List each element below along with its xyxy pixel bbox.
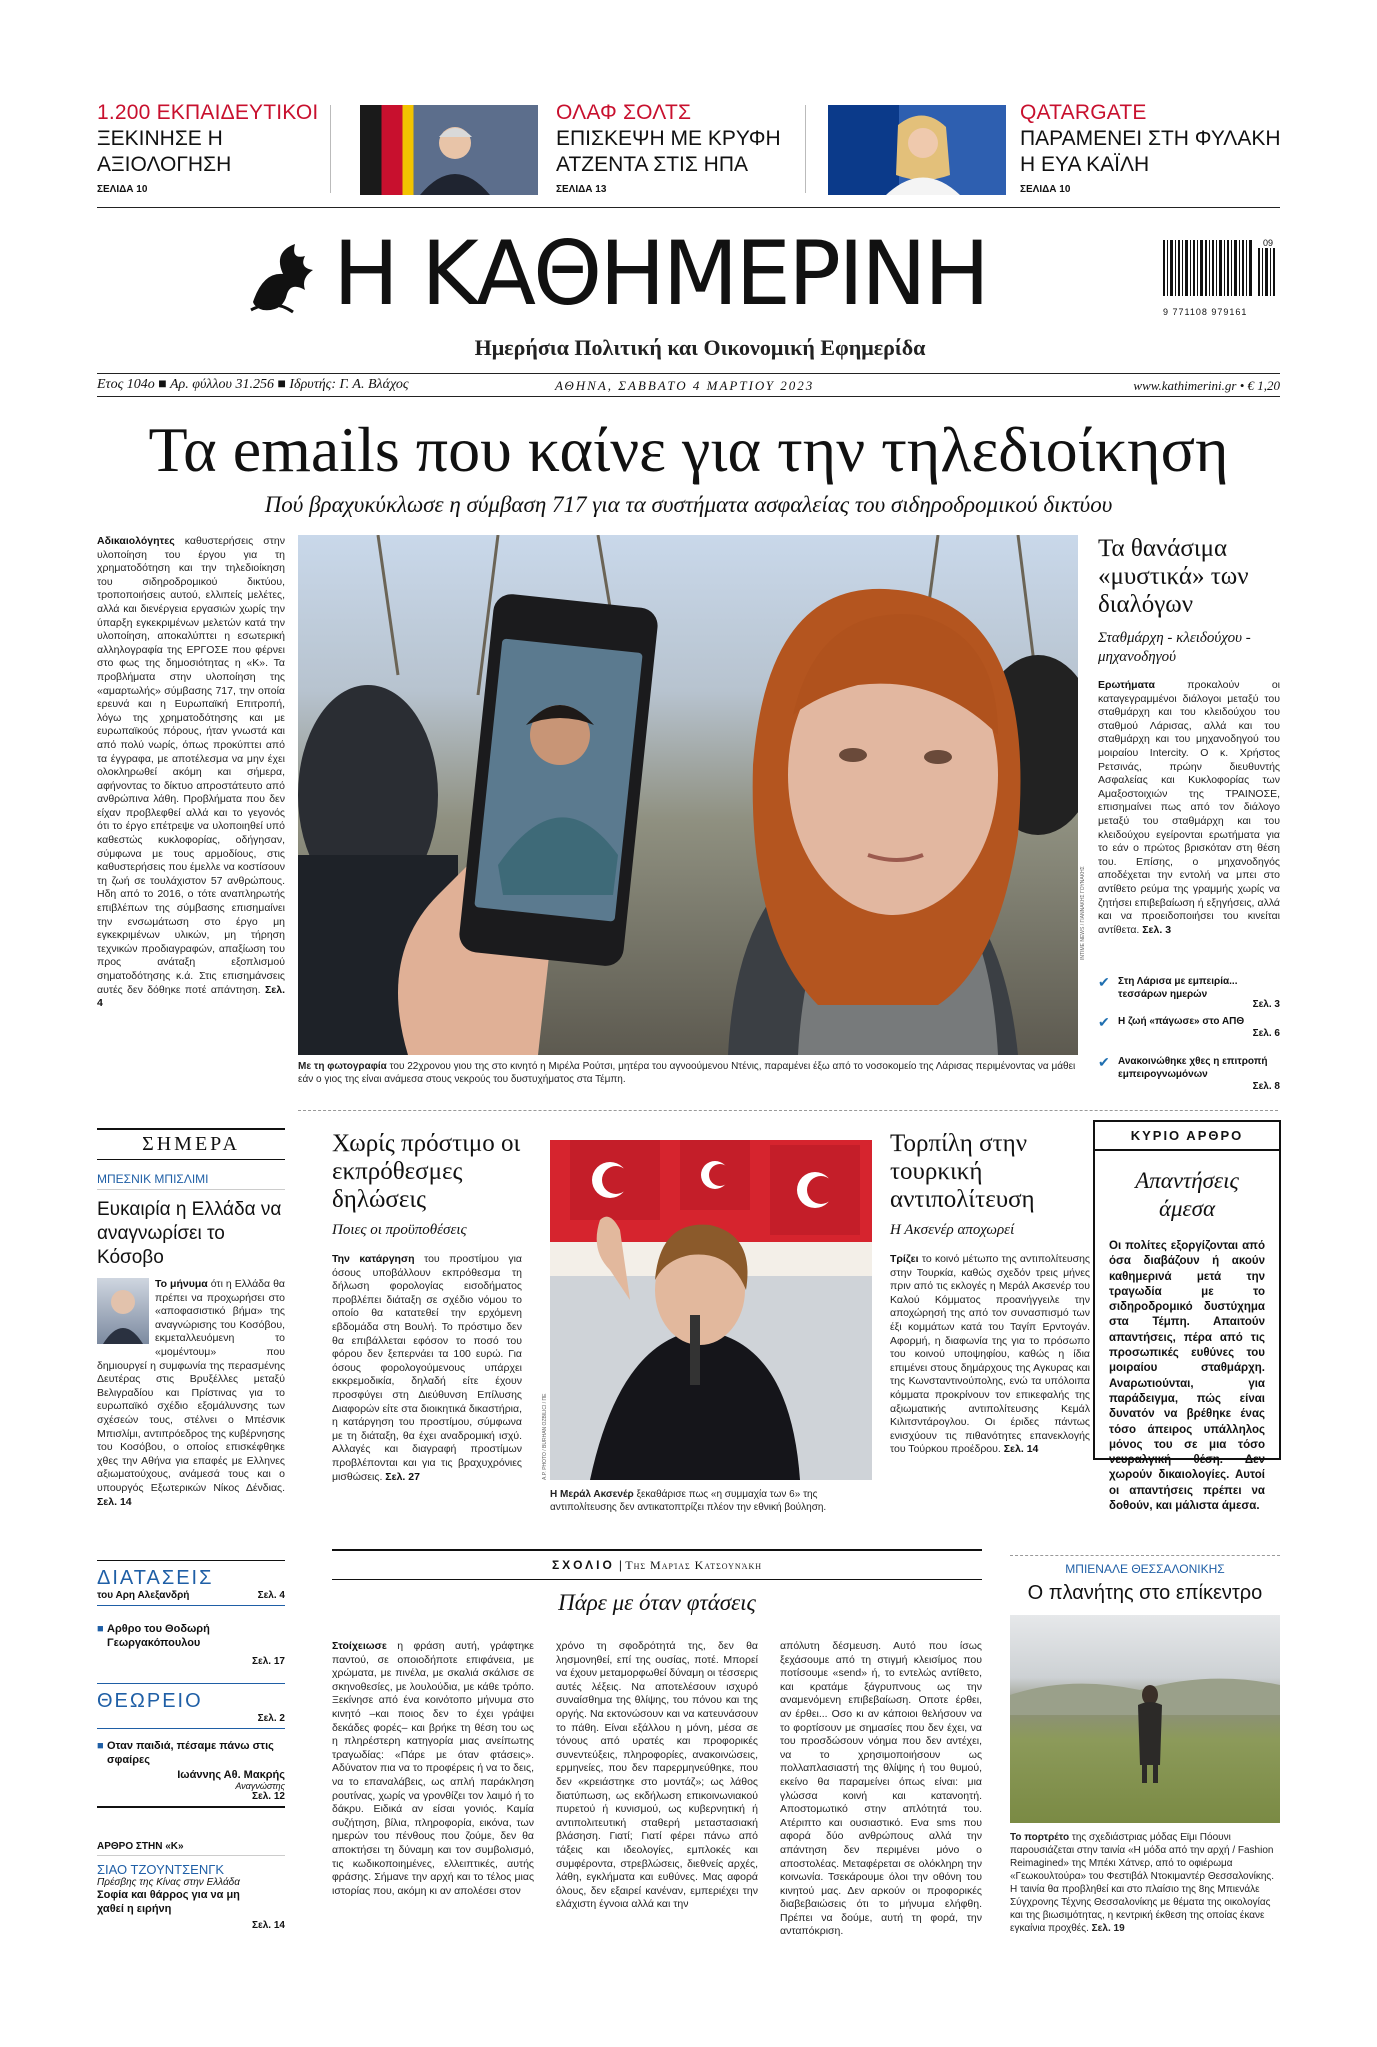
reader-letter-link[interactable]: Οταν παιδιά, πέσαμε πάνω στις σφαίρες	[107, 1740, 274, 1766]
right-story[interactable]	[1098, 535, 1280, 937]
barcode-number: 9 771108 979161	[1163, 307, 1248, 317]
aksener-caption-bold: Η Μεράλ Ακσενέρ	[550, 1489, 634, 1500]
k-title[interactable]: Σοφία και θάρρος για να μη χαθεί η ειρήνη	[97, 1889, 240, 1915]
related-link-text: Η ζωή «πάγωσε» στο ΑΠΘ	[1118, 1016, 1245, 1027]
k-article[interactable]	[97, 1841, 285, 1931]
teaser-2[interactable]	[556, 100, 796, 196]
teaser-page: ΣΕΛΙΔΑ 10	[97, 184, 148, 195]
related-link-page: Σελ. 8	[1252, 1081, 1280, 1092]
comment-col2-text: χρόνο τη σφοδρότητά της, δεν θα λησμονηθεί, επί της ουσίας, ποτέ. Μπορεί να έχουν μεταμορφωθεί δύναμη οι τέσσερις αυτές λέξεις. Να αποτελέσουν ισχυρό συναίσθημα της θλίψης, του πόνου και της οργής. Να εκτονώσουν και να κατευνάσουν το πάθη. Είναι εξάλλου η μόνη, μέσα σε τόνους από υρατές και προφορικές συνεντεύξεις, πληροφορίες, ανακοινώσεις, ερμηνείες, που δεν παρερμηνεύθηκε, που δεν «κρειάστηκε στο μοντάζ»; ως λάθος διατύπωση, ως εκδήλωση επικοινωνιακού πυρετού ή κυνισμού, ως κυβερνητική ή αντιπολιτευτική σταθερή μεταστασιακή βλάσηση. Γιατί; Γιατί φέρει πάνω από τάξεις και ιδεολογίες, εμπλοκές και συμφέροντα, στρεβλώσεις, διεθνείς αρχές, λάθη, εγκλήματα και ευθύνες. Μας αφορά όλους, δεν εξαιρεί κανέναν, εμπεριέχει την ελάχιστη έγνοια αλλά και την	[556, 1640, 758, 1911]
theoreio-title: ΘΕΩΡΕΙΟ	[97, 1690, 203, 1712]
tax-page[interactable]: Σελ. 27	[385, 1470, 420, 1483]
today-article	[97, 1278, 285, 1509]
lead-article	[97, 535, 285, 1011]
today-title: ΣΗΜΕΡΑ	[97, 1128, 285, 1160]
theoreio-page: Σελ. 2	[97, 1713, 285, 1729]
right-story-lead-word: Ερωτήματα	[1098, 679, 1155, 691]
tax-body: του προστίμου για όσους υποβάλλουν εκπρόθεσμα τη δήλωση φορολογίας εισοδήματος προβλέπει διάταξη σε σχέδιο νόμου το οποίο θα κατατεθεί την ερχόμενη εβδομάδα στη Βουλή. Το πρόστιμο δεν θα επιβάλλεται εφόσον το ποσό του φόρου δεν ξεπερνάει τα 100 ευρώ. Για όσους φορολογούμενους υπάρχει εκκρεμοδικία, δηλαδή είτε έχουν προσφύγει στη Διεύθυνση Επίλυσης Διαφορών είτε στα διοικητικά δικαστήρια, η κατάργηση του προστίμου, σύμφωνα με τη διάταξη, θα έχει αναδρομική ισχύ. Αλλαγές και διαγραφή προστίμων προβλέπονται και για τις βραχυχρόνιες μισθώσεις.	[332, 1253, 522, 1483]
editorial-label: ΚΥΡΙΟ ΑΡΘΡΟ	[1095, 1122, 1279, 1151]
right-story-body: προκαλούν οι καταγεγραμμένοι διάλογοι μεταξύ του σταθμάρχη και του κλειδούχου του σταθμού Λάρισας, αλλά και του σταθμάρχη και του μηχανοδηγού του μοιραίου Intercity. Ο κ. Χρήστος Ρετσινάς, πρώην διευθυντής Ασφαλείας και Κυκλοφορίας των Αμαξοστοιχιών της ΤΡΑΙΝΟΣΕ, επισημαίνει πως από τον διάλογο μεταξύ του σταθμάρχη και του κλειδούχου εγείρονται ερωτήματα για το εάν ο πρώτος βρισκόταν στη θέση του. Επίσης, ο μηχανοδηγός αποδέχεται την εντολή να μπει στο αντίθετο ρεύμα της γραμμής χωρίς να ζητήσει επιβεβαίωση ή εξηγήσεις, αλλά και να προειδοποιήσει του κινείται αντίθετα.	[1098, 679, 1280, 936]
biennale-page[interactable]: Σελ. 19	[1091, 1923, 1125, 1934]
masthead-subtitle: Ημερήσια Πολιτική και Οικονομική Εφημερίδα	[474, 335, 926, 360]
turkey-lead-word: Τρίζει	[890, 1253, 919, 1265]
dotted-separator	[298, 1110, 1278, 1111]
scholz-portrait-icon	[360, 105, 538, 195]
article-link-page: Σελ. 17	[252, 1656, 285, 1667]
related-link-page: Σελ. 6	[1252, 1028, 1280, 1039]
teaser-3[interactable]	[1020, 100, 1290, 196]
lead-subhead: Πού βραχυκύκλωσε η σύμβαση 717 για τα συστήματα ασφαλείας του σιδηροδρομικού δικτύου	[264, 492, 1113, 517]
related-link-page: Σελ. 3	[1252, 999, 1280, 1010]
aksener-caption	[550, 1488, 872, 1514]
k-page: Σελ. 14	[252, 1920, 285, 1931]
aksener-photo-credit: A.P. PHOTO / BURHAN OZBILICI / ΠΕ	[542, 1393, 548, 1480]
diataseis-page: Σελ. 4	[257, 1590, 285, 1601]
aksener-speaking-icon	[550, 1140, 872, 1480]
barcode	[1163, 238, 1283, 317]
teaser-headline: ΕΠΙΣΚΕΨΗ ΜΕ ΚΡΥΦΗ ΑΤΖΕΝΤΑ ΣΤΙΣ ΗΠΑ	[556, 127, 781, 176]
turkey-story[interactable]	[890, 1130, 1090, 1457]
lead-headline[interactable]: Τα emails που καίνε για την τηλεδιοίκηση	[148, 414, 1229, 485]
related-link-text: Στη Λάρισα με εμπειρία... τεσσάρων ημερών	[1118, 976, 1238, 1000]
right-story-subhead: Σταθμάρχη - κλειδούχου - μηχανοδηγού	[1098, 630, 1251, 665]
teaser-kicker: ΟΛΑΦ ΣΟΛΤΣ	[556, 101, 692, 124]
related-link-text: Ανακοινώθηκε χθες η επιτροπή εμπειρογνωμόνων	[1118, 1056, 1268, 1080]
lead-lead-word: Αδικαιολόγητες	[97, 535, 175, 547]
turkey-article	[890, 1253, 1090, 1457]
scholz-photo[interactable]	[360, 105, 538, 195]
today-column	[97, 1128, 285, 1509]
lead-photo[interactable]	[298, 535, 1078, 1055]
article-link[interactable]: Αρθρο του Θοδωρή Γεωργακόπουλου	[107, 1623, 210, 1649]
editorial-box[interactable]	[1093, 1120, 1281, 1513]
comment-col-1	[332, 1640, 534, 1898]
related-link[interactable]	[1098, 1015, 1280, 1055]
tax-headline[interactable]: Χωρίς πρόστιμο οι εκπρόθεσμες δηλώσεις	[332, 1130, 521, 1213]
k-role: Πρέσβης της Κίνας στην Ελλάδα	[97, 1877, 240, 1888]
aksener-caption-text: ξεκαθάρισε πως «η συμμαχία των 6» της αντιπολίτευσης δεν αντικατοπτρίζει πλέον την εθνική βούληση.	[550, 1489, 827, 1513]
kaili-portrait-icon	[828, 105, 1006, 195]
comment-col3-text: απόλυτη δέσμευση. Αυτό που ίσως ξεχάσουμε από τη στιγμή κλεισίμος που ποτίσουμε «send» ή, το εντελώς αντίθετο, και κρατάμε ξάγρυπνους ως την αναμενόμενη επιβεβαίωση. Οποτε έρθει, αν έρθει... Οσο κι αν κάποιοι θελήσουν να το φορτίσουν με σημασίες που δεν έχει, να του προσδώσουν νόημα που δεν αντέχει, να το χρησιμοποιήσουν ως πολλαπλασιαστή της θλίψης ή του θυμού, εκείνο θα παραμείνει όπως είναι: μια γλώσσα κοινή και κατανοητή. Αποστομωτικό στην απλότητά του. Ατέριπτο και ουσιαστικό. Ενα sms που αφορά δύο ανθρώπους αλλά την απάντηση δεν περιμένει μόνο ο αποστολέας. Μεταφέρεται σε ολόκληρη την κοινωνία. Τσεκάρουμε όλοι την οθόνη του κινητού μας. Δεν αρκούν οι προφορικές διαβεβαιώσεις ότι το μήνυμα ελήφθη. Πρέπει να δούμε, αυτή τη φορά, την ανταπόκριση.	[780, 1640, 982, 1938]
bullet-icon: ■	[97, 1740, 104, 1752]
related-links	[1098, 975, 1280, 1099]
issue-price[interactable]: www.kathimerini.gr • € 1,20	[1133, 378, 1280, 393]
turkey-headline[interactable]: Τορπίλη στην τουρκική αντιπολίτευση	[890, 1130, 1035, 1213]
kaili-photo[interactable]	[828, 105, 1006, 195]
comment-col-2	[556, 1640, 758, 1912]
today-lead-word: Το μήνυμα	[155, 1278, 208, 1290]
woman-in-field-icon	[1010, 1615, 1280, 1823]
comment-col-3	[780, 1640, 982, 1939]
teaser-kicker: QATARGATE	[1020, 101, 1147, 124]
tax-lead-word: Την κατάργηση	[332, 1253, 415, 1265]
teaser-page: ΣΕΛΙΔΑ 10	[1020, 184, 1071, 195]
masthead-title[interactable]: Η ΚΑΘΗΜΕΡΙΝΗ	[333, 222, 988, 325]
lead-body: καθυστερήσεις στην υλοποίηση του έργου για τη χρηματοδότηση και την τηλεδιοίκηση του σιδηροδρομικού δικτύου, τροποποιήσεις αυτού, ελλιπείς μελέτες, αλλά και διενέργεια εργασιών χωρίς την ύπαρξη εγκεκριμένων μελετών κατά την υλοποίηση, αποκαλύπτει η εσωτερική αλληλογραφία της ΕΡΓΟΣΕ που φέρνει στο φως της δημοσιότητας η «Κ». Τα προβλήματα στην υλοποίηση της «αμαρτωλής» σύμβασης 717, την οποία ερευνά και η Ευρωπαϊκή Επιτροπή, λόγω της χρηματοδότησης και με ευρωπαϊκούς πόρους, ήταν γνωστά και από πολύ νωρίς, όπως προκύπτει από τα έγγραφα, με αποτέλεσμα να μην έχει ολοκληρωθεί ακόμη και σήμερα, αφήνοντας το δίκτυο απροστάτευτο από ανθρώπινα λάθη. Προβλήματα που δεν είχαν προβλεφθεί αλλά και το γεγονός ότι το έργο επέτρεψε να υλοποιηθεί υπό καθεστώς κυκλοφορίας, οδήγησαν, σύμφωνα με τους αρμοδίους, στις καθυστερήσεις που έμελλε να κοστίσουν τη ζωή σε τουλάχιστον 57 ανθρώπους. Ηδη από το 2016, ο τότε αναπληρωτής επιβλέπων της σύμβασης επισημαίνει την ενσωμάτωση στο έργο μη εγκεκριμένων υλικών, μη τήρηση τεχνικών προδιαγραφών, απαξίωση του προς ανάταξη εξοπλισμού σηματοδότησης κ.ά. Στις επισημάνσεις αυτές δεν δόθηκε ποτέ απάντηση.	[97, 535, 285, 996]
teaser-headline: ΞΕΚΙΝΗΣΕ Η ΑΞΙΟΛΟΓΗΣΗ	[97, 127, 232, 176]
diataseis-title: ΔΙΑΤΑΣΕΙΣ	[97, 1567, 214, 1589]
biennale-caption-bold: Το πορτρέτο	[1010, 1832, 1070, 1843]
related-link[interactable]	[1098, 1055, 1280, 1099]
check-icon: ✔	[1098, 1056, 1110, 1071]
reader-role: Αναγνώστης	[235, 1781, 285, 1791]
editorial-body: Οι πολίτες εξοργίζονται από όσα διαβάζουν ή ακούν καθημερινά μετά την τραγωδία με το σιδηροδρομικό δυστύχημα στα Τέμπη. Απαιτούν απαντήσεις, πέρα από τις προσωπικές ευθύνες του μοιραίου σταθμάρχη. Αναρωτιούνται, για παράδειγμα, πώς είναι δυνατόν να βρέθηκε ένας τόσο άπειρος υπάλληλος μόνος του σε μια τόσο νευραλγική θέση. Δεν χωρούν δικαιολογίες. Αυτοί οι απαντήσεις πρέπει να δοθούν, και μάλιστα άμεσα.	[1109, 1240, 1265, 1513]
turkey-subhead: Η Ακσενέρ αποχωρεί	[890, 1222, 1015, 1238]
lead-caption-text: του 22χρονου γιου της στο κινητό η Μιρέλα Ρούτσι, μητέρα του αγνοούμενου Ντένις, παραμένει έξω από το νοσοκομείο της Λάρισας περιμένοντας να μάθει εάν ο γιος της είναι ανάμεσα στους νεκρούς του δυστυχήματος στα Τέμπη.	[298, 1061, 1076, 1085]
teaser-page: ΣΕΛΙΔΑ 13	[556, 184, 607, 195]
comment-headline[interactable]: Πάρε με όταν φτάσεις	[558, 1590, 756, 1615]
related-link[interactable]	[1098, 975, 1280, 1015]
right-story-page[interactable]: Σελ. 3	[1142, 923, 1172, 936]
aksener-photo[interactable]	[550, 1140, 872, 1480]
right-story-headline[interactable]: Τα θανάσιμα «μυστικά» των διαλόγων	[1098, 535, 1249, 618]
biennale-caption-text: της σχεδιάστριας μόδας Εϊμι Πόουνι παρουσιάζεται στην ταινία «Η μόδα από την αρχή / Fashion Reimagined» της Μπέκι Χάτνερ, από το οφιέρωμα «Γεωκουλτούρα» του Φεστιβάλ Ντοκιμαντέρ Θεσσαλονίκης. Η ταινία θα προβληθεί και στο πλαίσιο της 8ης Μπιενάλε Σύγχρονης Τέχνης Θεσσαλονίκης με θέματα της οικολογίας και της βιωσιμότητας, η κεντρική έκθεση της οποίας έκανε εγκαίνια προχθές.	[1010, 1832, 1274, 1934]
biennale-label: ΜΠΙΕΝΑΛΕ ΘΕΣΣΑΛΟΝΙΚΗΣ	[1010, 1555, 1280, 1576]
today-body: ότι η Ελλάδα θα πρέπει να προχωρήσει στο «αποφασιστικό βήμα» της αναγνώρισης του Κοσόβου, εκμεταλλευόμενη το «μομέντουμ» που δημιουργεί η συμφωνία της περασμένης Δευτέρας στις Βρυξέλλες μεταξύ Βελιγραδίου και Πρίστινας για το ευρωπαϊκό σχέδιο εξομάλυνσης των σχέσεών τους, στέλνει ο Μπέσνικ Μπισλίμι, αντιπρόεδρος της κυβέρνησης του Κοσόβου, ο οποίος επισκέφθηκε χθες την Αθήνα για επαφές με Ελληνες αξιωματούχους, ανάμεσά τους και ο υπουργός Εξωτερικών Νίκος Δένδιας.	[97, 1278, 285, 1494]
comment-header: ΣΧΟΛΙΟ | Της Μαρίας Κατσουνάκη	[332, 1549, 982, 1580]
reader-page: Σελ. 12	[97, 1791, 285, 1808]
bislimi-photo	[97, 1278, 149, 1344]
tax-subhead: Ποιες οι προϋποθέσεις	[332, 1222, 467, 1238]
lead-caption-bold: Με τη φωτογραφία	[298, 1061, 387, 1072]
biennale-headline[interactable]: Ο πλανήτης στο επίκεντρο	[1027, 1582, 1263, 1604]
today-author: ΜΠΕΣΝΙΚ ΜΠΙΣΛΙΜΙ	[97, 1172, 285, 1190]
k-label: ΑΡΘΡΟ ΣΤΗΝ «Κ»	[97, 1841, 285, 1856]
comment-author: Της Μαρίας Κατσουνάκη	[625, 1558, 763, 1572]
barcode-issue: 09	[1263, 238, 1274, 248]
teaser-headline: ΠΑΡΑΜΕΝΕΙ ΣΤΗ ΦΥΛΑΚΗ Η ΕΥΑ ΚΑΪΛΗ	[1020, 127, 1281, 176]
today-headline[interactable]: Ευκαιρία η Ελλάδα να αναγνωρίσει το Κόσοβο	[97, 1199, 282, 1268]
diataseis-by: του Αρη Αλεξανδρή	[97, 1590, 190, 1601]
lead-page[interactable]: Σελ. 4	[97, 983, 285, 1010]
comment-col1-text: η φράση αυτή, γράφτηκε παντού, σε οποιοδήποτε επιφάνεια, με χρώματα, με πινέλα, με σκαλιά σκάλισε σε σκηνοθεσίες, με λουλούδια, με κάθε τρόπο. Ξεκίνησε από ένα κοινότοπο μήνυμα στο κινητό –και ποιος δεν το έχει γράψει δεκάδες φορές– και βρήκε τη θέση του ως η πληρέστερη κατηγορία μιας ανείπωτης τραγωδίας: «Πάρε με όταν φτάσεις». Αδύνατον πια να το προφέρεις ή να το δεις, να το επαναλάβεις, ως απλή παράκληση ρουτίνας, χωρίς να γρονθίζει τον λαιμό ή το δάκρυ. Ειδικά αν είσαι γονιός. Καμία συζήτηση, βίλια, πληροφορία, εικόνα, των ημερών του πένθους που ζούμε, δεν θα αποκτήσει τη δύναμη και τον συμβολισμό, τις κωδικοποιημένες, ελλειπτικές, αυτής φράσης. Σήμανε την αρχή και το τέλος μιας ιστορίας που, ακόμη κι αν απολέσει στον	[332, 1640, 534, 1897]
teaser-1[interactable]	[97, 100, 327, 196]
right-story-article	[1098, 679, 1280, 937]
comment-lead-word: Στοίχειωσε	[332, 1640, 387, 1652]
lead-photo-credit: INTIME NEWS / ΓΙΑΝΝΑΚΗΣ ΓΟΥΝΑΚΗΣ	[1080, 866, 1086, 960]
check-icon: ✔	[1098, 976, 1110, 991]
mother-with-phone-icon	[298, 535, 1078, 1055]
biennale-photo[interactable]	[1010, 1615, 1280, 1823]
teaser-kicker: 1.200 ΕΚΠΑΙΔΕΥΤΙΚΟΙ	[97, 101, 319, 124]
griffin-logo-icon	[243, 232, 323, 316]
bullet-icon: ■	[97, 1623, 104, 1635]
bislimi-portrait-icon	[97, 1278, 149, 1344]
editorial-headline[interactable]: Απαντήσεις άμεσα	[1135, 1168, 1239, 1221]
comment-label: ΣΧΟΛΙΟ	[551, 1558, 615, 1572]
turkey-page[interactable]: Σελ. 14	[1003, 1443, 1039, 1456]
tax-story[interactable]	[332, 1130, 532, 1484]
barcode-icon	[1163, 240, 1283, 302]
lead-photo-caption	[298, 1060, 1078, 1086]
today-page[interactable]: Σελ. 14	[97, 1495, 132, 1508]
diataseis-section[interactable]	[97, 1560, 285, 1667]
biennale-story[interactable]	[1010, 1555, 1280, 1935]
check-icon: ✔	[1098, 1016, 1110, 1031]
issue-info: Ετος 104ο ■ Αρ. φύλλου 31.256 ■ Ιδρυτής: Γ. Α. Βλάχος	[97, 377, 409, 392]
k-author: ΣΙΑΟ ΤΖΟΥΝΤΣΕΝΓΚ	[97, 1862, 225, 1877]
reader-name: Ιωάννης Αθ. Μακρής	[177, 1769, 285, 1781]
biennale-caption	[1010, 1831, 1280, 1935]
tax-article	[332, 1253, 522, 1484]
issue-date: ΑΘΗΝΑ, ΣΑΒΒΑΤΟ 4 ΜΑΡΤΙΟΥ 2023	[555, 378, 815, 393]
turkey-body: το κοινό μέτωπο της αντιπολίτευσης στην Τουρκία, καθώς σχεδόν τρεις μήνες πριν από τις εκλογές η Μεράλ Ακσενέρ του Καλού Κόμματος προανήγγειλε την αποχώρησή της από τον συνασπισμό των έξι κομμάτων κατά του Ταγίπ Ερντογάν. Αφορμή, η διαφωνία της για το πρόσωπο του κοινού υποψηφίου, καθώς η ίδια επιμένει στους δημάρχους της Αγκυρας και της Κωνσταντινούπολης, ενώ τα υπόλοιπα κόμματα προκρίνουν τον επικεφαλής της αξιωματικής αντιπολίτευσης Κεμάλ Κιλιτσντάρογλου. Οι έριδες πάντως ενισχύουν τις πιθανότητες επανεκλογής του Τούρκου προέδρου.	[890, 1253, 1090, 1456]
theoreio-section[interactable]	[97, 1683, 285, 1808]
